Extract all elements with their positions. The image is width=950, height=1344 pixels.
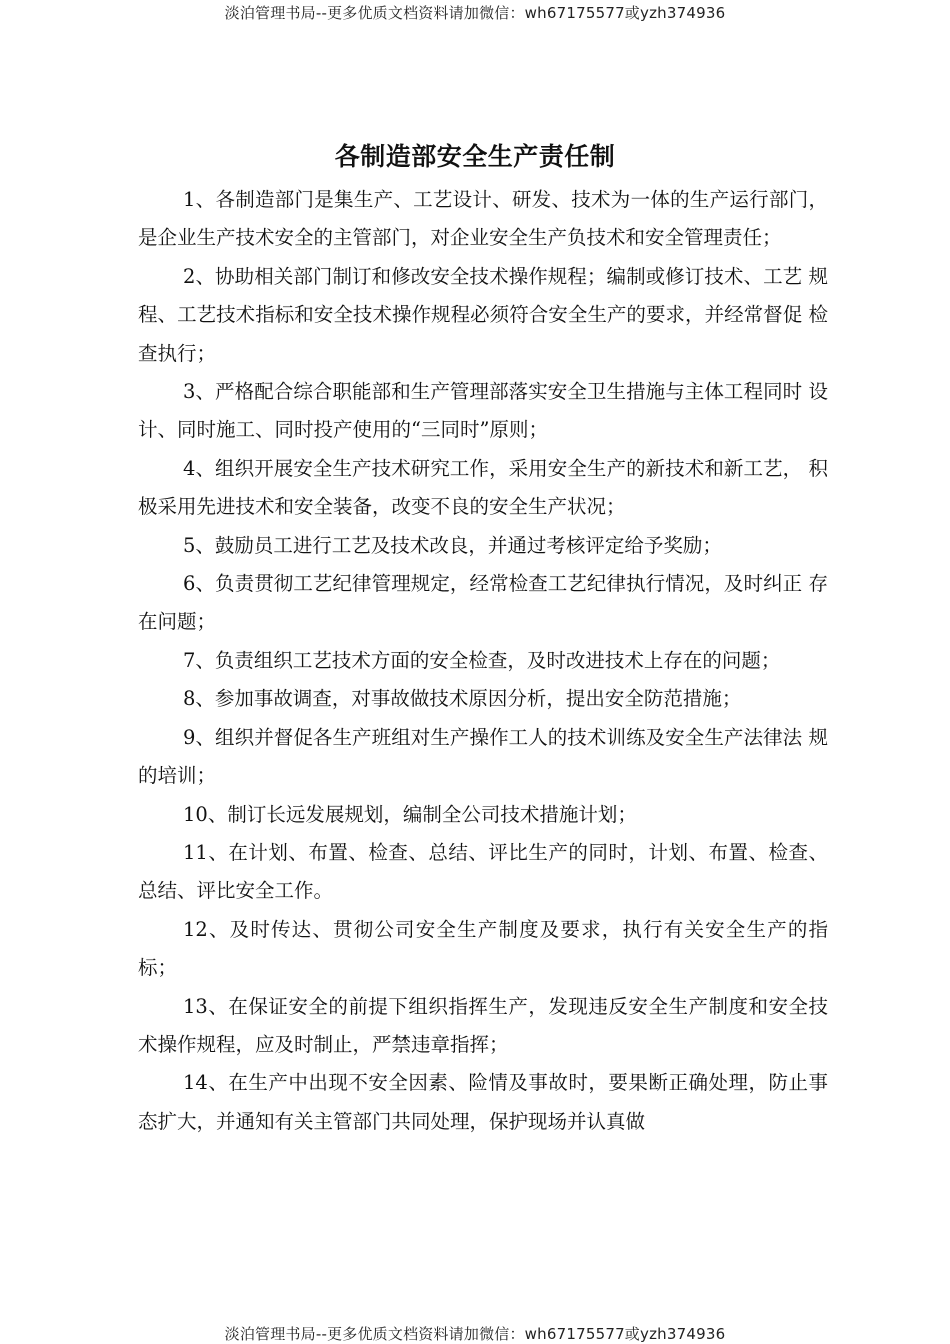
document-title: 各制造部安全生产责任制 <box>334 142 616 171</box>
paragraph-11: 11、在计划、布置、检查、总结、评比生产的同时，计划、布置、检查、 总结、评比安全工作。 <box>138 840 828 903</box>
paragraph-14: 14、在生产中出现不安全因素、险情及事故时，要果断正确处理，防止事 态扩大，并通知有关主管部门共同处理，保护现场并认真做 <box>138 1071 828 1133</box>
paragraph-3: 3、严格配合综合职能部和生产管理部落实安全卫生措施与主体工程同时 设计、同时施工、同时投产使用的“三同时”原则； <box>138 380 828 442</box>
paragraph-8: 8、参加事故调查，对事故做技术原因分析，提出安全防范措施； <box>183 687 742 711</box>
paragraph-2: 2、协助相关部门制订和修改安全技术操作规程；编制或修订技术、工艺 规程、工艺技术指标和安全技术操作规程必须符合安全生产的要求，并经常督促 检查执行； <box>138 264 828 365</box>
paragraph-1: 1、各制造部门是集生产、工艺设计、研发、技术为一体的生产运行部门， 是企业生产技术安全的主管部门，对企业安全生产负技术和安全管理责任； <box>138 188 828 250</box>
paragraph-7: 7、负责组织工艺技术方面的安全检查，及时改进技术上存在的问题； <box>183 648 781 672</box>
page-header: 淡泊管理书局--更多优质文档资料请加微信：wh67175577或yzh374936 <box>224 4 726 22</box>
page-footer: 淡泊管理书局--更多优质文档资料请加微信：wh67175577或yzh374936 <box>224 1325 726 1343</box>
paragraph-12: 12、及时传达、贯彻公司安全生产制度及要求，执行有关安全生产的指标； <box>138 917 828 980</box>
paragraph-13: 13、在保证安全的前提下组织指挥生产，发现违反安全生产制度和安全技术操作规程，应及时制止，严禁违章指挥； <box>138 994 828 1056</box>
paragraph-9: 9、组织并督促各生产班组对生产操作工人的技术训练及安全生产法律法 规的培训； <box>138 725 828 788</box>
paragraph-10: 10、制订长远发展规划，编制全公司技术措施计划； <box>183 802 637 826</box>
document-body <box>138 181 828 1141</box>
paragraph-5: 5、鼓励员工进行工艺及技术改良，并通过考核评定给予奖励； <box>183 533 722 557</box>
paragraph-4: 4、组织开展安全生产技术研究工作，采用安全生产的新技术和新工艺， 积极采用先进技术和安全装备，改变不良的安全生产状况； <box>138 456 828 519</box>
paragraph-6: 6、负责贯彻工艺纪律管理规定，经常检查工艺纪律执行情况，及时纠正 存在问题； <box>138 572 828 634</box>
